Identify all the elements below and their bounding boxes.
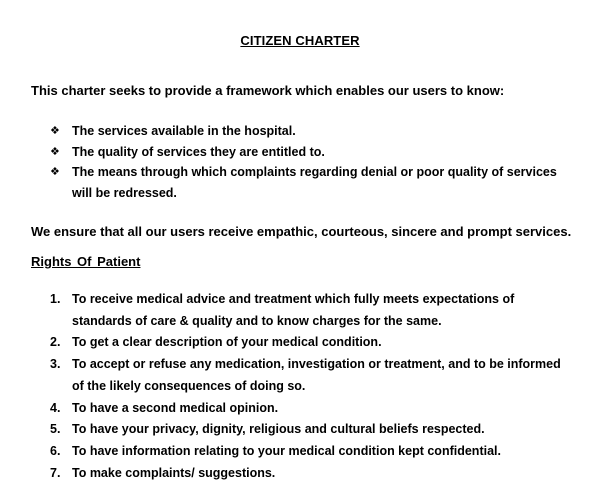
bullet-text: The quality of services they are entitled to. xyxy=(72,144,325,159)
item-number: 2. xyxy=(50,335,61,350)
item-number: 4. xyxy=(50,400,61,415)
rights-item-text: To receive medical advice and treatment which fully meets expectations of standards of care & quality and to know charges for the same. xyxy=(72,292,515,328)
diamond-bullet-icon: ❖ xyxy=(50,145,60,158)
rights-item-text: To have your privacy, dignity, religious and cultural beliefs respected. xyxy=(72,422,485,437)
document-title: CITIZEN CHARTER xyxy=(240,33,360,48)
rights-item-text: To have information relating to your medical condition kept confidential. xyxy=(72,443,501,458)
bullet-item xyxy=(50,162,570,203)
rights-item xyxy=(50,419,570,441)
item-number: 6. xyxy=(50,443,61,458)
rights-item xyxy=(50,441,570,463)
diamond-bullet-icon: ❖ xyxy=(50,125,60,137)
item-number: 7. xyxy=(50,465,61,480)
bullet-item xyxy=(50,142,570,163)
assurance-text: We ensure that all our users receive empathic, courteous, sincere and prompt services. xyxy=(31,224,572,239)
services-bullet-list xyxy=(50,121,570,203)
rights-item-text: To have a second medical opinion. xyxy=(72,400,279,415)
rights-item xyxy=(50,289,570,332)
diamond-bullet-icon: ❖ xyxy=(50,166,60,178)
rights-heading: Rights Of Patient xyxy=(31,254,141,269)
rights-item xyxy=(50,398,570,420)
bullet-text: The services available in the hospital. xyxy=(72,124,296,138)
bullet-text: The means through which complaints regarding denial or poor quality of services will be redressed. xyxy=(72,165,557,200)
intro-text: This charter seeks to provide a framework which enables our users to know: xyxy=(31,83,505,98)
patient-rights-list xyxy=(50,289,570,484)
rights-item-text: To get a clear description of your medical condition. xyxy=(72,335,382,350)
item-number: 3. xyxy=(50,357,61,372)
rights-item-text: To accept or refuse any medication, investigation or treatment, and to be informed of the likely consequences of doing so. xyxy=(72,357,561,393)
rights-item-text: To make complaints/ suggestions. xyxy=(72,465,276,480)
bullet-item xyxy=(50,121,570,142)
rights-item xyxy=(50,463,570,485)
rights-item xyxy=(50,332,570,354)
item-number: 5. xyxy=(50,422,61,437)
rights-item xyxy=(50,354,570,397)
item-number: 1. xyxy=(50,292,61,306)
